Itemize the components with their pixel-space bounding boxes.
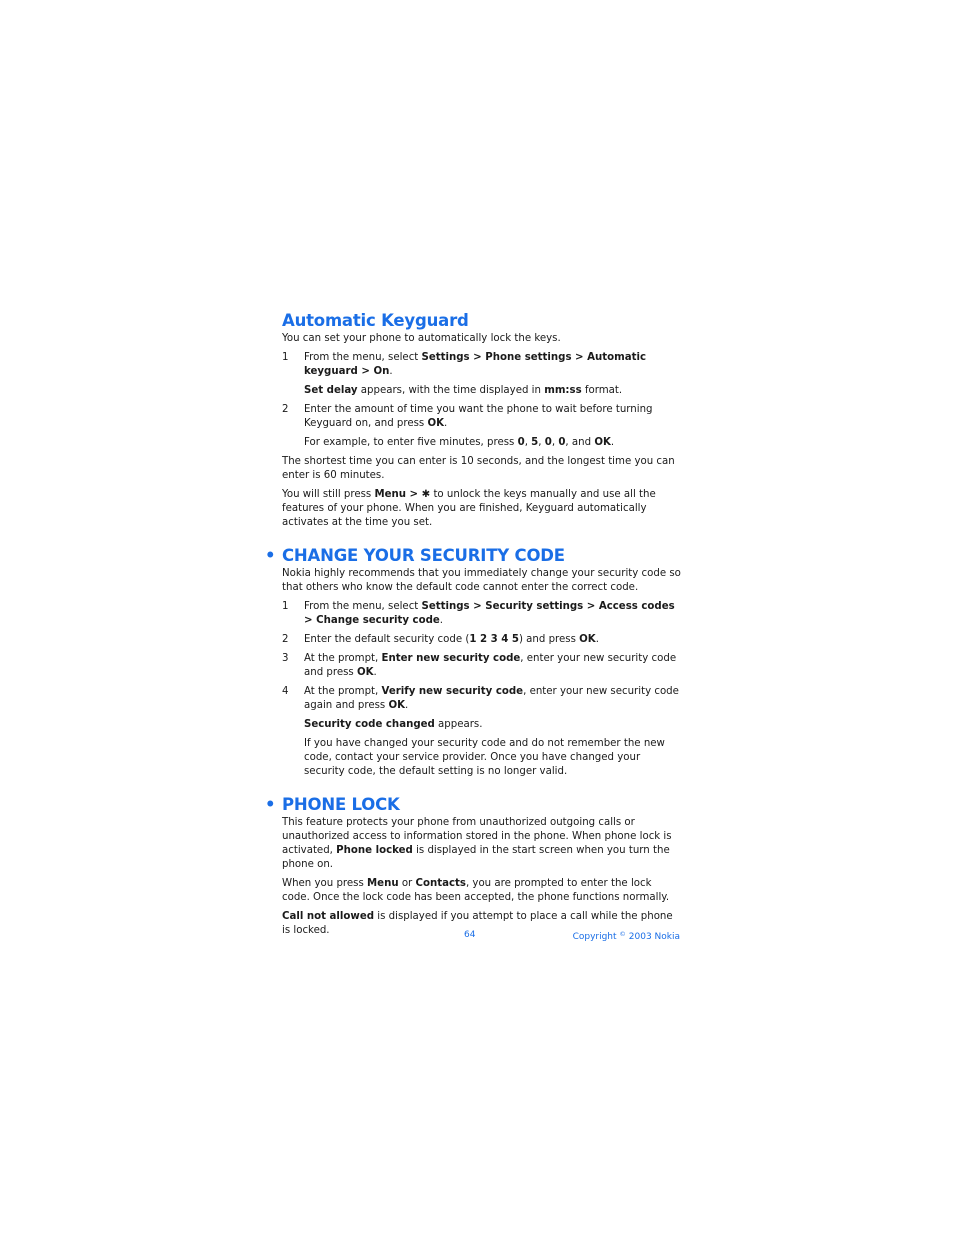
ui-term: Security code changed xyxy=(304,719,435,730)
menu-separator: > xyxy=(406,489,422,500)
star-key-icon: ✱ xyxy=(421,489,431,500)
page-number: 64 xyxy=(464,930,476,940)
ui-term: Call not allowed xyxy=(282,911,375,922)
step-text: At the prompt, xyxy=(304,686,382,697)
ui-term: mm:ss xyxy=(544,385,582,396)
step-text: . xyxy=(444,418,448,429)
key-term: 0 xyxy=(558,437,566,448)
phonelock-para-1 xyxy=(282,816,682,872)
heading-text: CHANGE YOUR SECURITY CODE xyxy=(282,546,565,565)
keyguard-step-1 xyxy=(282,351,682,379)
ui-term: Set delay xyxy=(304,385,358,396)
note-text: format. xyxy=(581,385,623,396)
menu-separator: > xyxy=(583,601,599,612)
security-step-1 xyxy=(282,600,682,628)
heading-text: PHONE LOCK xyxy=(282,795,400,814)
step-text: At the prompt, xyxy=(304,653,382,664)
menu-separator: > xyxy=(469,352,486,363)
step-text: Enter the default security code ( xyxy=(304,634,470,645)
para-text: or xyxy=(398,878,416,889)
keyguard-note-2 xyxy=(282,436,682,450)
menu-term: Settings xyxy=(421,352,470,363)
menu-separator: > xyxy=(571,352,588,363)
security-step-4 xyxy=(282,685,682,713)
para-text: This feature protects your phone from unauthorized outgoing calls or unauthorized access to information stored in the phone. When phone lock is activated, xyxy=(282,817,672,856)
keyguard-para-1: The shortest time you can enter is 10 seconds, and the longest time you can enter is 60 minutes. xyxy=(282,456,675,481)
step-text: . xyxy=(373,667,377,678)
keyguard-step-2 xyxy=(282,403,682,431)
step-text: , enter your new security code again and press xyxy=(304,686,679,711)
para-text: , you are prompted to enter the lock code. Once the lock code has been accepted, the phone functions normally. xyxy=(282,878,670,903)
step-text: , enter your new security code and press xyxy=(304,653,677,678)
key-term: OK xyxy=(594,437,611,448)
note-text: , xyxy=(524,437,532,448)
menu-separator: > xyxy=(304,615,317,626)
note-text: , xyxy=(538,437,545,448)
key-term: Menu xyxy=(367,878,399,889)
key-term: OK xyxy=(427,418,445,429)
key-term: Menu xyxy=(374,489,407,500)
key-term: 1 2 3 4 5 xyxy=(469,634,519,645)
step-number: 1 xyxy=(282,601,289,612)
note-text: , xyxy=(551,437,559,448)
bullet-icon: • xyxy=(265,546,276,565)
copyright-symbol: © xyxy=(619,930,626,938)
page-footer xyxy=(282,930,680,944)
menu-term: Security settings xyxy=(485,601,584,612)
key-term: OK xyxy=(356,667,374,678)
para-text: is displayed in the start screen when you turn the phone on. xyxy=(282,845,670,870)
step-number: 2 xyxy=(282,634,289,645)
key-term: 0 xyxy=(544,437,552,448)
keyguard-intro: You can set your phone to automatically lock the keys. xyxy=(282,333,561,344)
step-text: ) and press xyxy=(518,634,580,645)
para-text: to unlock the keys manually and use all the features of your phone. When you are finished, Keyguard automatically activates at the time you set. xyxy=(282,489,656,528)
note-text: For example, to enter five minutes, press xyxy=(304,437,518,448)
security-intro: Nokia highly recommends that you immediately change your security code so that others who know the default code cannot enter the correct code. xyxy=(282,568,681,593)
security-step-3 xyxy=(282,652,682,680)
copyright-text: 2003 Nokia xyxy=(625,932,680,942)
keyguard-note-1 xyxy=(282,384,682,398)
menu-term: On xyxy=(373,366,390,377)
page-content xyxy=(265,310,682,943)
para-text: is displayed if you attempt to place a call while the phone is locked. xyxy=(282,911,673,936)
note-text: appears. xyxy=(434,719,483,730)
step-number: 3 xyxy=(282,653,289,664)
note-text: , and xyxy=(565,437,595,448)
note-text: . xyxy=(610,437,615,448)
key-term: 0 xyxy=(517,437,525,448)
ui-term: Verify new security code xyxy=(381,686,524,697)
menu-separator: > xyxy=(469,601,486,612)
key-term: OK xyxy=(388,700,405,711)
note-text: appears, with the time displayed in xyxy=(357,385,545,396)
step-text: . xyxy=(405,700,409,711)
step-text: Enter the amount of time you want the phone to wait before turning Keyguard on, and press xyxy=(304,404,653,429)
security-note-1 xyxy=(282,718,682,732)
ui-term: Phone locked xyxy=(336,845,413,856)
heading-automatic-keyguard: Automatic Keyguard xyxy=(282,311,469,330)
para-text: When you press xyxy=(282,878,368,889)
key-term: OK xyxy=(579,634,596,645)
step-text: . xyxy=(389,366,393,377)
heading-change-security-code xyxy=(265,545,682,567)
bullet-icon: • xyxy=(265,795,276,814)
phonelock-para-2 xyxy=(282,877,682,905)
step-number: 1 xyxy=(282,352,289,363)
menu-term: Phone settings xyxy=(485,352,572,363)
heading-phone-lock xyxy=(265,794,682,816)
copyright-text: Copyright xyxy=(572,932,620,942)
step-text: . xyxy=(595,634,599,645)
menu-term: Automatic keyguard xyxy=(304,352,647,377)
copyright-notice xyxy=(573,930,680,942)
menu-term: Access codes xyxy=(598,601,675,612)
security-note-2: If you have changed your security code and do not remember the new code, contact your service provider. Once you have changed your security code, the default setting is no longer valid. xyxy=(304,738,665,777)
key-term: 5 xyxy=(531,437,539,448)
step-text: From the menu, select xyxy=(304,352,422,363)
ui-term: Enter new security code xyxy=(381,653,521,664)
security-step-2 xyxy=(282,633,682,647)
step-text: . xyxy=(439,615,444,626)
step-number: 2 xyxy=(282,404,289,415)
menu-separator: > xyxy=(357,366,374,377)
keyguard-para-2 xyxy=(282,488,682,530)
menu-term: Settings xyxy=(421,601,470,612)
para-text: You will still press xyxy=(282,489,375,500)
key-term: Contacts xyxy=(415,878,466,889)
step-number: 4 xyxy=(282,686,289,697)
step-text: From the menu, select xyxy=(304,601,422,612)
menu-term: Change security code xyxy=(316,615,440,626)
